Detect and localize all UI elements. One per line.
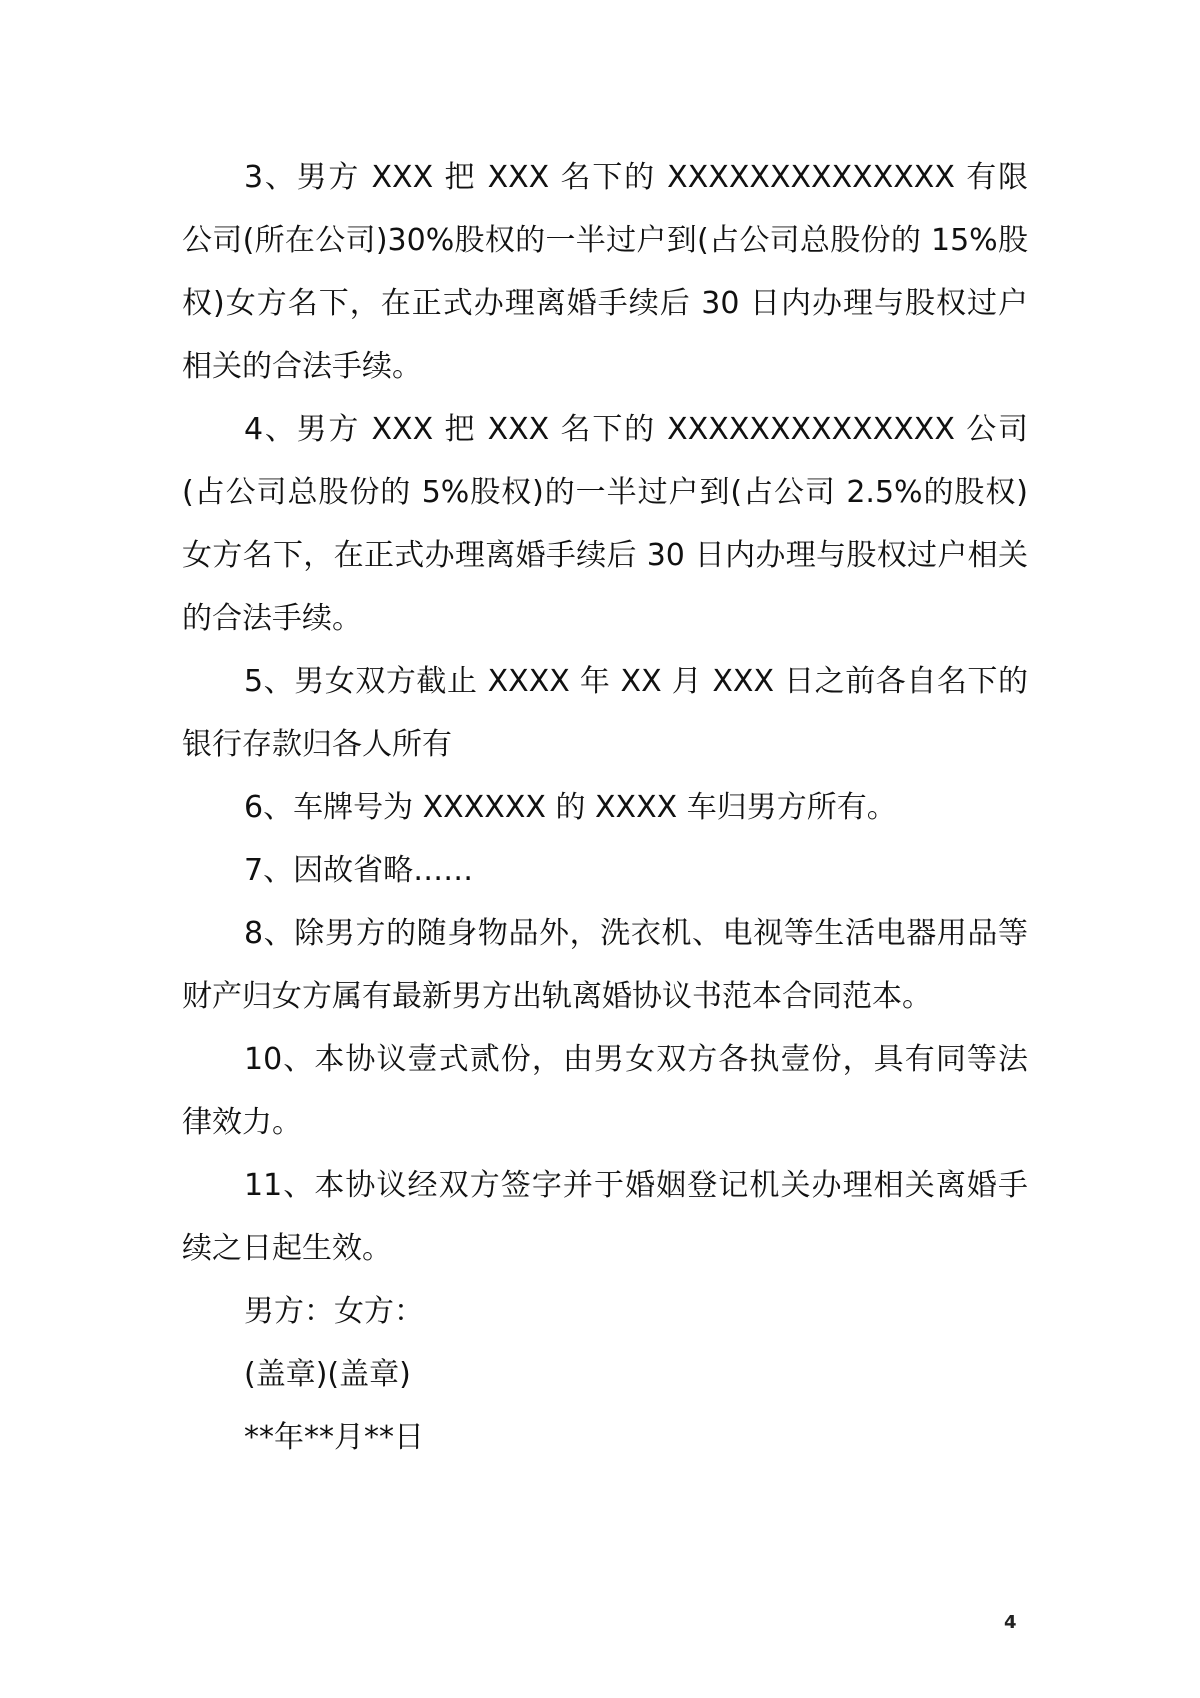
signature-seals: (盖章)(盖章): [244, 1357, 411, 1392]
document-body: [182, 146, 1028, 1469]
page-number: 4: [1004, 1612, 1017, 1633]
clause-8: 8、除男方的随身物品外，洗衣机、电视等生活电器用品等财产归女方属有最新男方出轨离婚协议书范本合同范本。: [182, 916, 1028, 1014]
signature-date: **年**月**日: [244, 1420, 424, 1455]
clause-6: 6、车牌号为 XXXXXX 的 XXXX 车归男方所有。: [244, 790, 897, 825]
signature-parties: 男方：女方：: [244, 1294, 424, 1329]
clause-4: 4、男方 XXX 把 XXX 名下的 XXXXXXXXXXXXXX 公司(占公司总股份的 5%股权)的一半过户到(占公司 2.5%的股权)女方名下，在正式办理离婚手续后 30 日内办理与股权过户相关的合法手续。: [182, 412, 1028, 636]
clause-3: 3、男方 XXX 把 XXX 名下的 XXXXXXXXXXXXXX 有限公司(所在公司)30%股权的一半过户到(占公司总股份的 15%股权)女方名下，在正式办理离婚手续后 30 日内办理与股权过户相关的合法手续。: [182, 160, 1028, 384]
clause-10: 10、本协议壹式贰份，由男女双方各执壹份，具有同等法律效力。: [182, 1042, 1028, 1140]
clause-7: 7、因故省略……: [244, 853, 474, 888]
clause-5: 5、男女双方截止 XXXX 年 XX 月 XXX 日之前各自名下的银行存款归各人所有: [182, 664, 1028, 762]
clause-11: 11、本协议经双方签字并于婚姻登记机关办理相关离婚手续之日起生效。: [182, 1168, 1028, 1266]
